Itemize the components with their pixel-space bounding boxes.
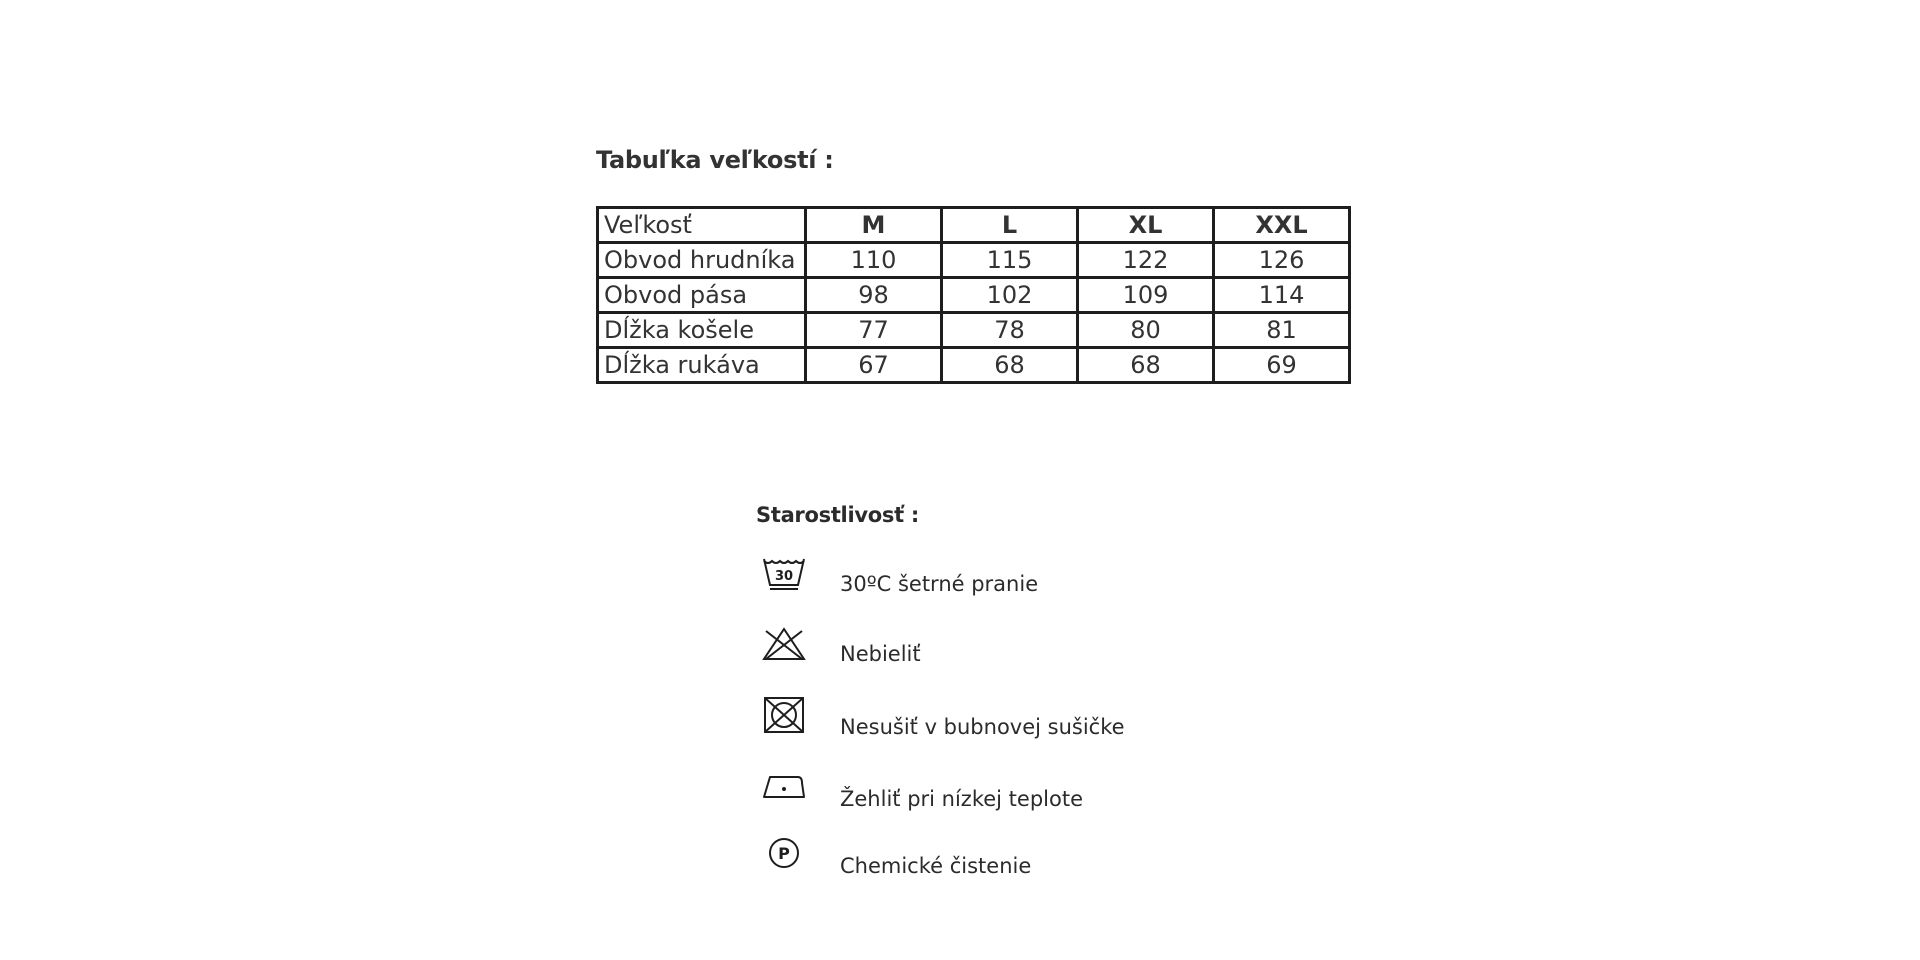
dry-clean-letter: P xyxy=(778,844,790,863)
care-item xyxy=(760,555,1260,605)
table-row xyxy=(598,243,1350,278)
value-cell: 115 xyxy=(942,243,1078,278)
care-item xyxy=(760,835,1260,885)
value-cell: 122 xyxy=(1078,243,1214,278)
value-cell: 77 xyxy=(806,313,942,348)
care-item xyxy=(760,625,1260,675)
header-label-cell: Veľkosť xyxy=(598,208,806,243)
no-tumble-dry-icon xyxy=(760,695,812,739)
value-cell: 114 xyxy=(1214,278,1350,313)
care-item-label: Nesušiť v bubnovej sušičke xyxy=(840,715,1125,739)
value-cell: 68 xyxy=(942,348,1078,383)
row-label-cell: Obvod hrudníka xyxy=(598,243,806,278)
row-label-cell: Obvod pása xyxy=(598,278,806,313)
care-item xyxy=(760,695,1260,745)
row-label-cell: Dĺžka rukáva xyxy=(598,348,806,383)
care-item xyxy=(760,765,1260,815)
dry-clean-p-icon xyxy=(760,835,812,879)
table-row xyxy=(598,348,1350,383)
value-cell: 110 xyxy=(806,243,942,278)
value-cell: 126 xyxy=(1214,243,1350,278)
value-cell: 109 xyxy=(1078,278,1214,313)
header-size-cell: XL xyxy=(1078,208,1214,243)
iron-low-icon xyxy=(760,765,812,809)
care-item-label: Nebieliť xyxy=(840,642,921,666)
wash-temperature-label: 30 xyxy=(774,569,794,584)
value-cell: 68 xyxy=(1078,348,1214,383)
value-cell: 81 xyxy=(1214,313,1350,348)
no-bleach-icon xyxy=(760,625,812,669)
care-item-label: Žehliť pri nízkej teplote xyxy=(840,787,1083,811)
care-item-label: Chemické čistenie xyxy=(840,854,1032,878)
value-cell: 67 xyxy=(806,348,942,383)
care-item-label: 30ºC šetrné pranie xyxy=(840,572,1039,596)
row-label-cell: Dĺžka košele xyxy=(598,313,806,348)
value-cell: 78 xyxy=(942,313,1078,348)
header-size-cell: M xyxy=(806,208,942,243)
value-cell: 102 xyxy=(942,278,1078,313)
header-size-cell: XXL xyxy=(1214,208,1350,243)
table-row xyxy=(598,313,1350,348)
table-row xyxy=(598,278,1350,313)
size-table xyxy=(596,206,1351,384)
care-title: Starostlivosť : xyxy=(756,503,919,527)
size-chart-title: Tabuľka veľkostí : xyxy=(596,146,834,174)
wash-30-icon xyxy=(760,555,812,599)
table-header-row xyxy=(598,208,1350,243)
value-cell: 69 xyxy=(1214,348,1350,383)
value-cell: 80 xyxy=(1078,313,1214,348)
header-size-cell: L xyxy=(942,208,1078,243)
value-cell: 98 xyxy=(806,278,942,313)
